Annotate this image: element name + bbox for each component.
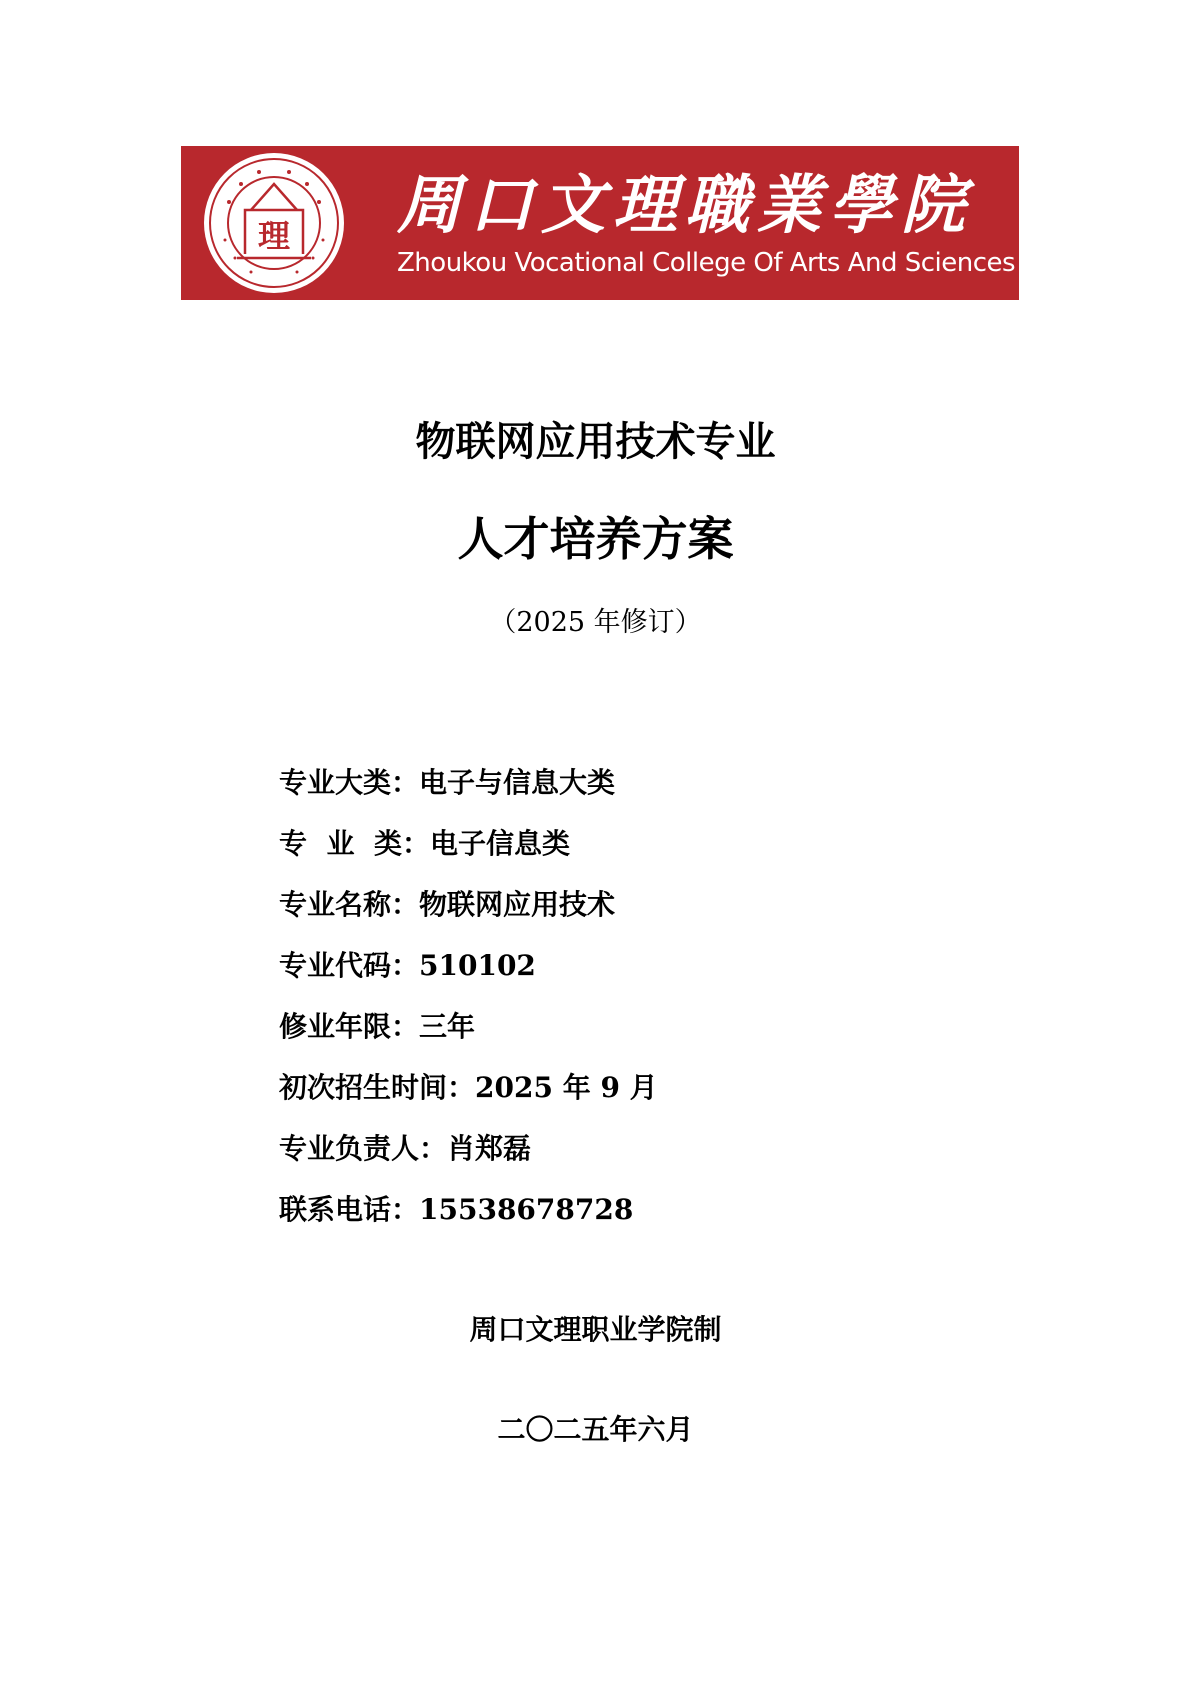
info-row-first-enrollment [279, 1063, 979, 1124]
info-label: 专业代码： [279, 949, 420, 982]
info-row-director [279, 1124, 979, 1185]
info-value: 510102 [419, 949, 536, 982]
info-row-phone [279, 1185, 979, 1246]
info-row-class [279, 819, 979, 880]
info-value: 物联网应用技术 [419, 888, 616, 921]
school-name-english: Zhoukou Vocational College Of Arts And Sciences [397, 248, 1016, 278]
school-banner [181, 146, 1019, 300]
program-info-list [279, 758, 979, 1246]
info-row-duration [279, 1002, 979, 1063]
info-label: 联系电话： [279, 1193, 420, 1226]
info-value: 电子信息类 [430, 827, 571, 860]
program-title: 物联网应用技术专业 [415, 418, 776, 465]
info-label: 专业名称： [279, 888, 420, 921]
school-name-chinese: 周口文理職業學院 [397, 168, 973, 243]
info-label: 专 业 类： [279, 827, 430, 860]
info-value: 15538678728 [419, 1193, 634, 1226]
school-seal-logo [201, 150, 347, 296]
info-row-major-code [279, 941, 979, 1002]
info-row-major-name [279, 880, 979, 941]
info-value: 电子与信息大类 [419, 766, 616, 799]
svg-text:理: 理 [257, 217, 291, 255]
info-value: 三年 [419, 1010, 476, 1043]
issue-date: 二〇二五年六月 [497, 1413, 694, 1446]
info-row-category [279, 758, 979, 819]
document-title: 人才培养方案 [457, 512, 734, 566]
info-label: 专业大类： [279, 766, 420, 799]
info-label: 修业年限： [279, 1010, 420, 1043]
info-label: 初次招生时间： [279, 1071, 476, 1104]
revision-note: （2025 年修订） [489, 607, 702, 638]
info-value: 肖郑磊 [447, 1132, 532, 1165]
issuing-institution: 周口文理职业学院制 [469, 1313, 722, 1346]
info-label: 专业负责人： [279, 1132, 448, 1165]
info-value: 2025 年 9 月 [475, 1071, 658, 1104]
